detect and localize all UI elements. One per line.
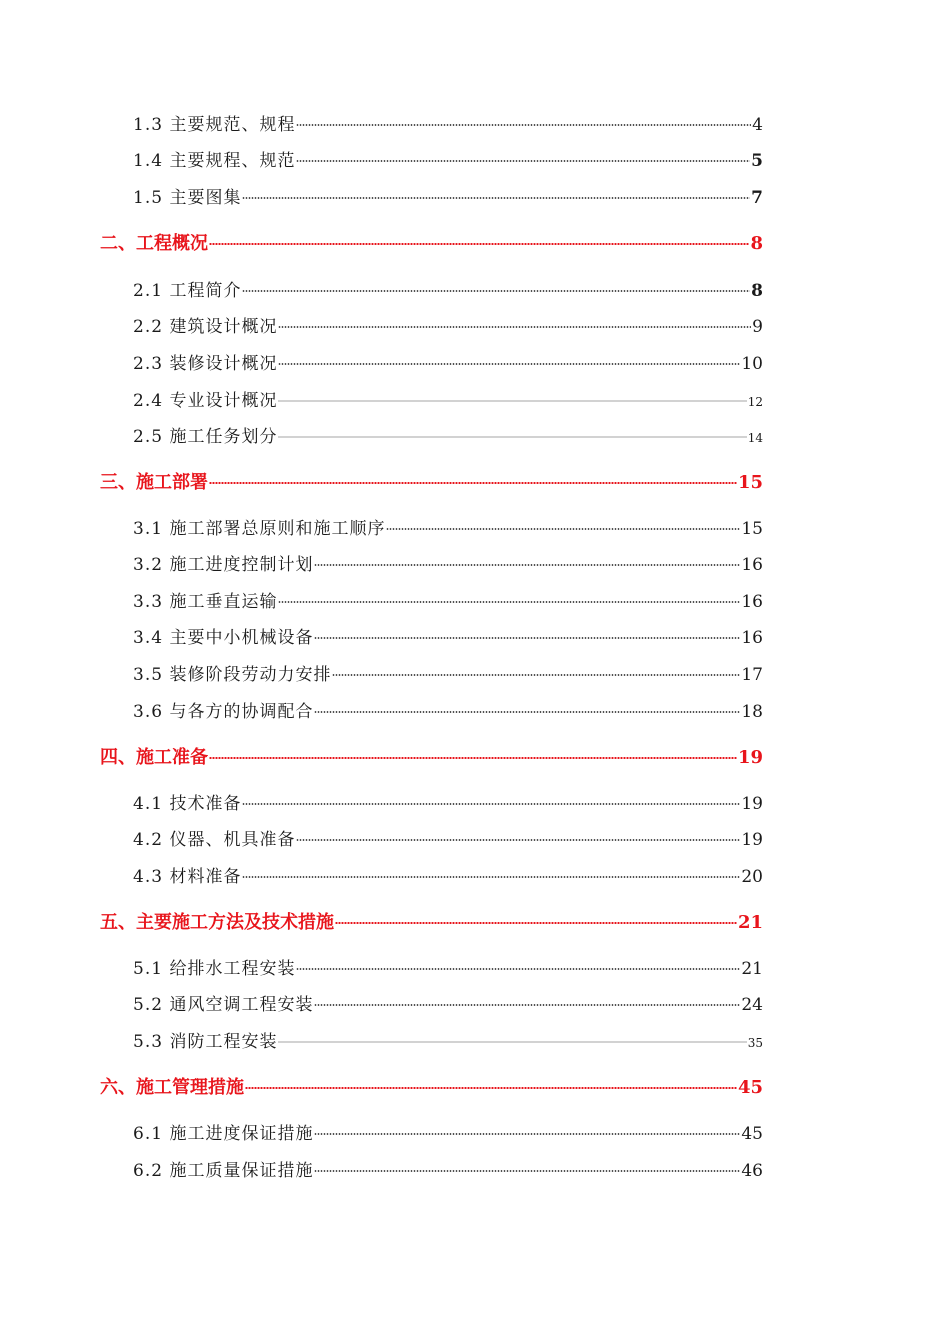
toc-subsection-entry[interactable] [133,590,763,614]
toc-page-number: 19 [741,830,763,850]
toc-subsection-entry[interactable] [133,425,763,449]
dot-leader [314,1133,740,1135]
toc-subsection-entry[interactable] [133,1122,763,1146]
toc-page-number: 16 [741,555,763,575]
toc-entry-title: 5.1 给排水工程安装 [133,959,296,979]
toc-subsection-entry[interactable] [133,149,763,173]
toc-entry-title: 6.1 施工进度保证措施 [133,1124,314,1144]
dot-leader [209,482,737,484]
dot-leader [386,528,740,530]
toc-entry-title: 2.2 建筑设计概况 [133,317,278,337]
dot-leader [296,160,750,162]
toc-subsection-entry[interactable] [133,1159,763,1183]
toc-entry-title: 五、主要施工方法及技术措施 [100,912,334,933]
toc-page-number: 15 [737,472,763,493]
dot-leader [278,436,746,438]
toc-page-number: 8 [751,281,763,301]
toc-page-number: 21 [737,912,763,933]
dot-leader [296,124,751,126]
toc-page-number: 24 [741,995,763,1015]
dot-leader [242,803,740,805]
dot-leader [314,1004,740,1006]
toc-entry-title: 1.4 主要规程、规范 [133,151,296,171]
toc-entry-title: 2.1 工程简介 [133,281,242,301]
toc-entry-title: 3.4 主要中小机械设备 [133,628,314,648]
dot-leader [278,363,740,365]
toc-subsection-entry[interactable] [133,553,763,577]
toc-subsection-entry[interactable] [133,957,763,981]
toc-page-number: 5 [751,151,763,171]
dot-leader [296,968,740,970]
toc-entry-title: 2.5 施工任务划分 [133,427,278,447]
toc-page-number: 21 [741,959,763,979]
toc-subsection-entry[interactable] [133,792,763,816]
dot-leader [278,1041,746,1043]
dot-leader [278,400,746,402]
toc-page-number: 46 [741,1161,763,1181]
toc-page-number: 16 [741,628,763,648]
toc-subsection-entry[interactable] [133,113,763,137]
toc-page-number: 19 [737,747,763,768]
toc-entry-title: 4.2 仪器、机具准备 [133,830,296,850]
dot-leader [332,674,740,676]
toc-page-number: 20 [741,867,763,887]
toc-page-number: 9 [752,317,763,337]
toc-page-number: 17 [741,665,763,685]
toc-section-entry[interactable] [100,471,763,495]
toc-subsection-entry[interactable] [133,828,763,852]
toc-page-number: 45 [737,1077,763,1098]
dot-leader [278,326,751,328]
toc-page-number: 4 [752,115,763,135]
toc-page-number: 45 [741,1124,763,1144]
toc-section-entry[interactable] [100,232,763,256]
toc-entry-title: 5.2 通风空调工程安装 [133,995,314,1015]
toc-subsection-entry[interactable] [133,663,763,687]
toc-page-number: 10 [741,354,763,374]
toc-page-number: 15 [741,519,763,539]
toc-entry-title: 1.3 主要规范、规程 [133,115,296,135]
dot-leader [314,564,740,566]
toc-entry-title: 3.3 施工垂直运输 [133,592,278,612]
toc-entry-title: 四、施工准备 [100,747,208,768]
toc-page-number: 8 [750,233,763,254]
toc-section-entry[interactable] [100,746,763,770]
toc-entry-title: 2.3 装修设计概况 [133,354,278,374]
toc-page-number: 18 [741,702,763,722]
toc-entry-title: 3.1 施工部署总原则和施工顺序 [133,519,386,539]
toc-entry-title: 1.5 主要图集 [133,188,242,208]
toc-page-number: 7 [751,188,763,208]
toc-subsection-entry[interactable] [133,1030,763,1054]
dot-leader [314,637,740,639]
toc-entry-title: 4.1 技术准备 [133,794,242,814]
toc-entry-title: 3.5 装修阶段劳动力安排 [133,665,332,685]
dot-leader [209,757,737,759]
toc-subsection-entry[interactable] [133,352,763,376]
dot-leader [278,601,740,603]
toc-entry-title: 二、工程概况 [100,233,208,254]
toc-page-number: 16 [741,592,763,612]
toc-subsection-entry[interactable] [133,389,763,413]
toc-entry-title: 六、施工管理措施 [100,1077,244,1098]
dot-leader [296,839,740,841]
toc-subsection-entry[interactable] [133,993,763,1017]
toc-subsection-entry[interactable] [133,517,763,541]
toc-subsection-entry[interactable] [133,626,763,650]
dot-leader [242,290,750,292]
toc-subsection-entry[interactable] [133,279,763,303]
dot-leader [245,1087,737,1089]
toc-page-number: 35 [747,1036,763,1050]
toc-page-number: 19 [741,794,763,814]
toc-entry-title: 6.2 施工质量保证措施 [133,1161,314,1181]
toc-entry-title: 2.4 专业设计概况 [133,391,278,411]
dot-leader [209,243,749,245]
toc-subsection-entry[interactable] [133,865,763,889]
toc-entry-title: 3.2 施工进度控制计划 [133,555,314,575]
dot-leader [242,876,740,878]
toc-page-number: 12 [747,395,763,409]
dot-leader [314,711,740,713]
toc-entry-title: 5.3 消防工程安装 [133,1032,278,1052]
dot-leader [335,922,737,924]
toc-page-number: 14 [747,431,763,445]
toc-subsection-entry[interactable] [133,315,763,339]
toc-section-entry[interactable] [100,1076,763,1100]
dot-leader [314,1170,740,1172]
toc-entry-title: 4.3 材料准备 [133,867,242,887]
toc-entry-title: 三、施工部署 [100,472,208,493]
dot-leader [242,197,750,199]
toc-entry-title: 3.6 与各方的协调配合 [133,702,314,722]
toc-subsection-entry[interactable] [133,700,763,724]
toc-section-entry[interactable] [100,911,763,935]
toc-subsection-entry[interactable] [133,186,763,210]
